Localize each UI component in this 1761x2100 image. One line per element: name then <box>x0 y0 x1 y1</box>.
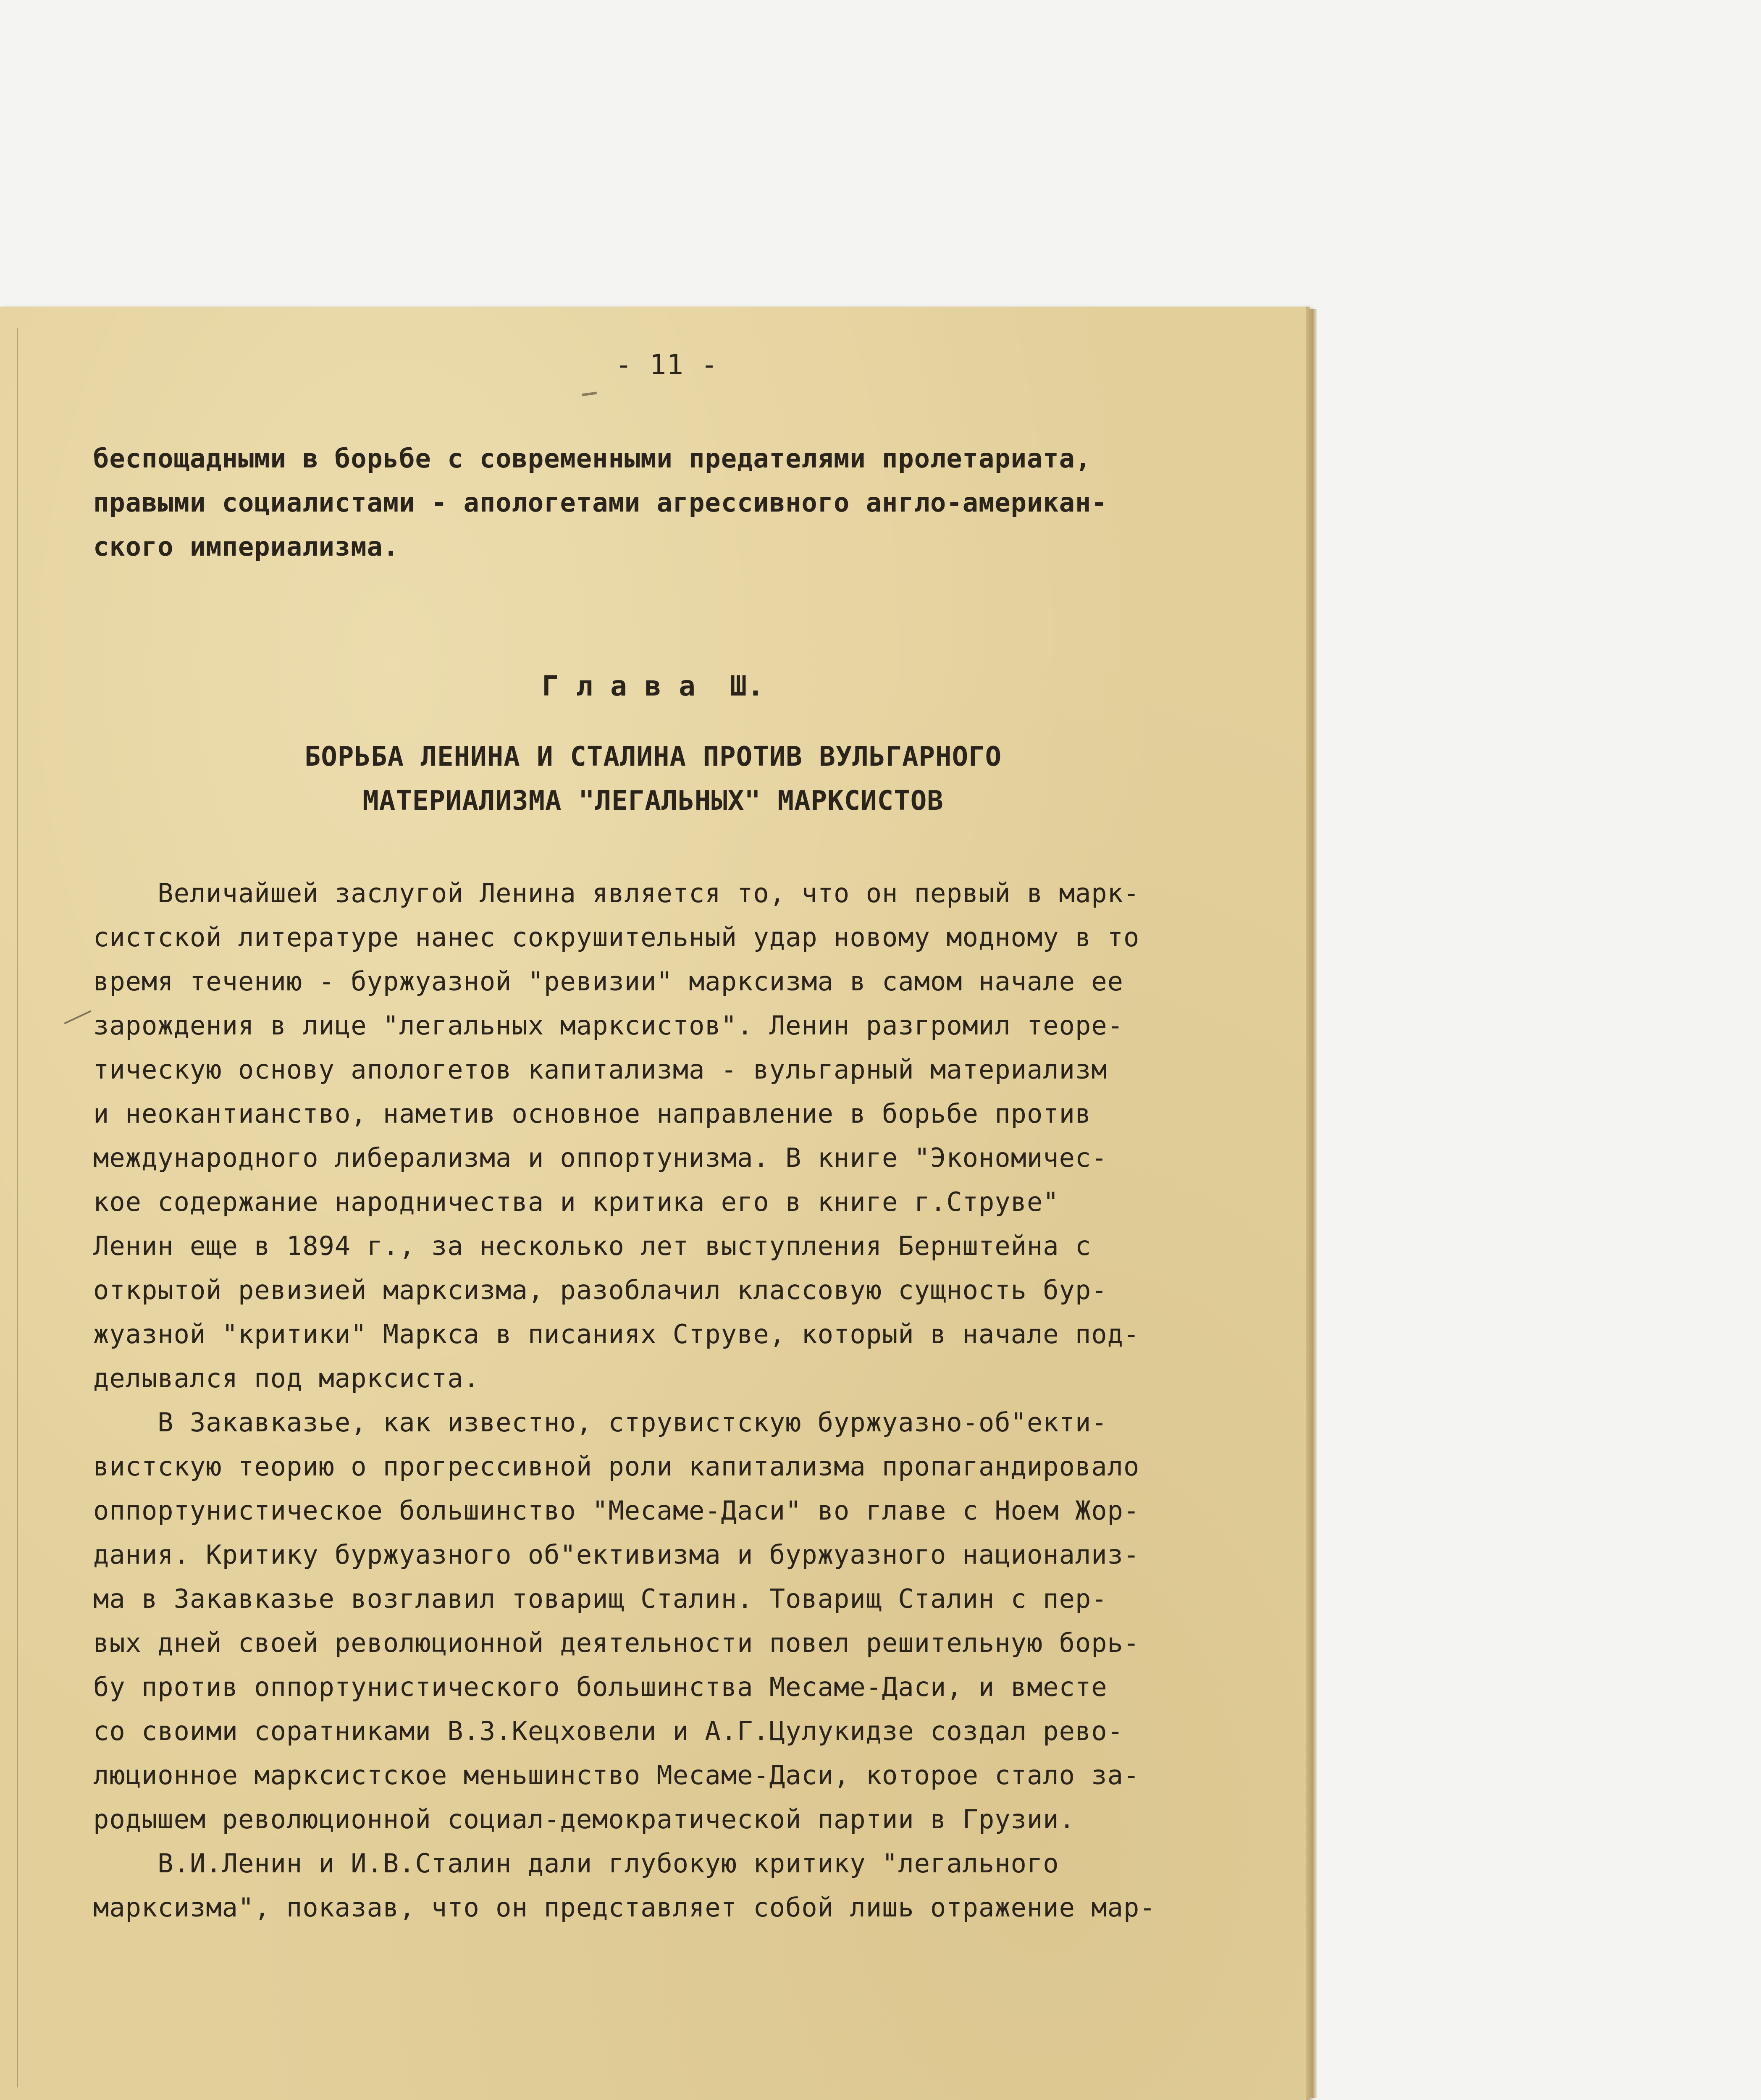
body-line: международного либерализма и оппортунизма. В книге "Экономичес- <box>93 1142 1108 1173</box>
body-line: открытой ревизией марксизма, разоблачил классовую сущность бур- <box>93 1275 1108 1305</box>
body-line: В.И.Ленин и И.В.Сталин дали глубокую критику "легального <box>93 1848 1059 1879</box>
chapter-label: Г л а в а Ш. <box>542 670 764 702</box>
body-line: делывался под марксиста. <box>93 1363 480 1394</box>
body-line: и неокантианство, наметив основное направление в борьбе против <box>93 1098 1092 1129</box>
body-line: марксизма", показав, что он представляет собой лишь отражение мар- <box>93 1892 1156 1923</box>
body-line: ма в Закавказье возглавил товарищ Сталин. Товарищ Сталин с пер- <box>93 1583 1108 1614</box>
body-line: жуазной "критики" Маркса в писаниях Струве, который в начале под- <box>93 1319 1140 1349</box>
page-number: - 11 - <box>615 349 718 381</box>
intro-line: правыми социалистами - апологетами агрессивного англо-американ- <box>93 487 1108 518</box>
binding-fold-line <box>17 328 18 2087</box>
body-line: люционное марксистское меньшинство Месаме-Даси, которое стало за- <box>93 1760 1140 1790</box>
body-line: вых дней своей революционной деятельности повел решительную борь- <box>93 1628 1140 1658</box>
body-line: В Закавказье, как известно, струвистскую буржуазно-об"екти- <box>93 1407 1108 1438</box>
body-line: оппортунистическое большинство "Месаме-Даси" во главе с Ноем Жор- <box>93 1495 1140 1526</box>
body-line: дания. Критику буржуазного об"ективизма и буржуазного национализ- <box>93 1539 1140 1570</box>
page-edge <box>1306 309 1317 2098</box>
body-line: родышем революционной социал-демократической партии в Грузии. <box>93 1804 1075 1835</box>
chapter-title-line: МАТЕРИАЛИЗМА "ЛЕГАЛЬНЫХ" МАРКСИСТОВ <box>362 785 944 816</box>
body-line: тическую основу апологетов капитализма - вульгарный материализм <box>93 1054 1108 1085</box>
body-line: Величайшей заслугой Ленина является то, что он первый в марк- <box>93 878 1140 908</box>
chapter-title-line: БОРЬБА ЛЕНИНА И СТАЛИНА ПРОТИВ ВУЛЬГАРНОГО <box>304 741 1002 772</box>
body-line: зарождения в лице "легальных марксистов". Ленин разгромил теоре- <box>93 1010 1123 1041</box>
body-line: время течению - буржуазной "ревизии" марксизма в самом начале ее <box>93 966 1123 997</box>
body-line: систской литературе нанес сокрушительный удар новому модному в то <box>93 922 1140 953</box>
body-line: кое содержание народничества и критика его в книге г.Струве" <box>93 1186 1059 1217</box>
intro-line: ского империализма. <box>93 531 399 562</box>
intro-line: беспощадными в борьбе с современными предателями пролетариата, <box>93 443 1092 474</box>
body-line: со своими соратниками В.З.Кецховели и А.Г.Цулукидзе создал рево- <box>93 1716 1123 1746</box>
body-line: Ленин еще в 1894 г., за несколько лет выступления Бернштейна с <box>93 1231 1092 1261</box>
body-line: бу против оппортунистического большинства Месаме-Даси, и вместе <box>93 1672 1108 1702</box>
body-line: вистскую теорию о прогрессивной роли капитализма пропагандировало <box>93 1451 1140 1482</box>
